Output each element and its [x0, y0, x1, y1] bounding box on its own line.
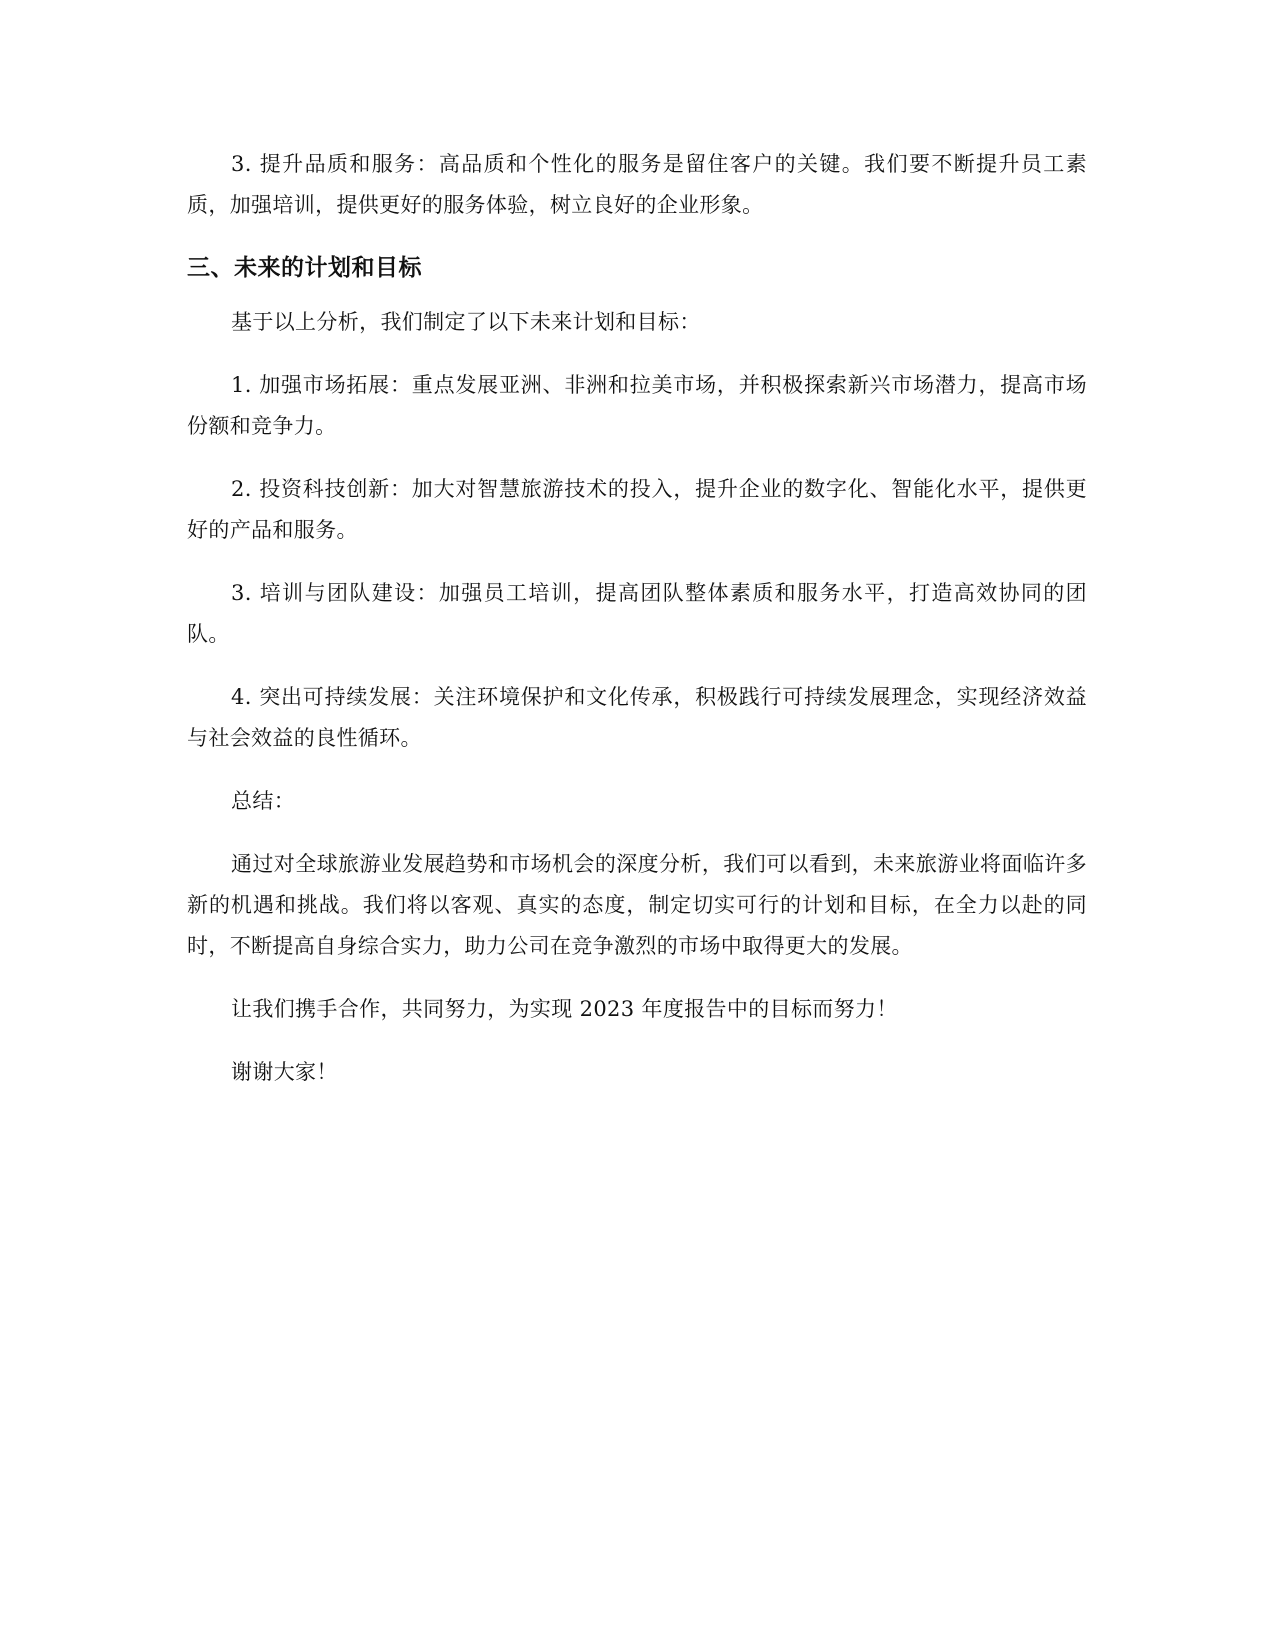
paragraph-plan-market-expansion: 1. 加强市场拓展：重点发展亚洲、非洲和拉美市场，并积极探索新兴市场潜力，提高市场份额和竞争力。	[187, 373, 1087, 438]
paragraph-closing: 让我们携手合作，共同努力，为实现 2023 年度报告中的目标而努力！	[231, 997, 898, 1021]
paragraph-plan-sustainability: 4. 突出可持续发展：关注环境保护和文化传承，积极践行可持续发展理念，实现经济效益与社会效益的良性循环。	[187, 685, 1087, 750]
section-heading-future-plans: 三、未来的计划和目标	[187, 255, 422, 281]
paragraph-summary-label: 总结：	[231, 789, 296, 813]
paragraph-quality-service: 3. 提升品质和服务：高品质和个性化的服务是留住客户的关键。我们要不断提升员工素质，加强培训，提供更好的服务体验，树立良好的企业形象。	[187, 152, 1087, 217]
paragraph-summary: 通过对全球旅游业发展趋势和市场机会的深度分析，我们可以看到，未来旅游业将面临许多新的机遇和挑战。我们将以客观、真实的态度，制定切实可行的计划和目标，在全力以赴的同时，不断提高自身综合实力，助力公司在竞争激烈的市场中取得更大的发展。	[187, 852, 1087, 958]
document-body	[187, 144, 1087, 1115]
paragraph-thanks: 谢谢大家！	[231, 1060, 338, 1084]
paragraph-plan-tech-innovation: 2. 投资科技创新：加大对智慧旅游技术的投入，提升企业的数字化、智能化水平，提供更好的产品和服务。	[187, 477, 1087, 542]
paragraph-plans-intro: 基于以上分析，我们制定了以下未来计划和目标：	[231, 310, 701, 334]
paragraph-plan-team-building: 3. 培训与团队建设：加强员工培训，提高团队整体素质和服务水平，打造高效协同的团队。	[187, 581, 1087, 646]
